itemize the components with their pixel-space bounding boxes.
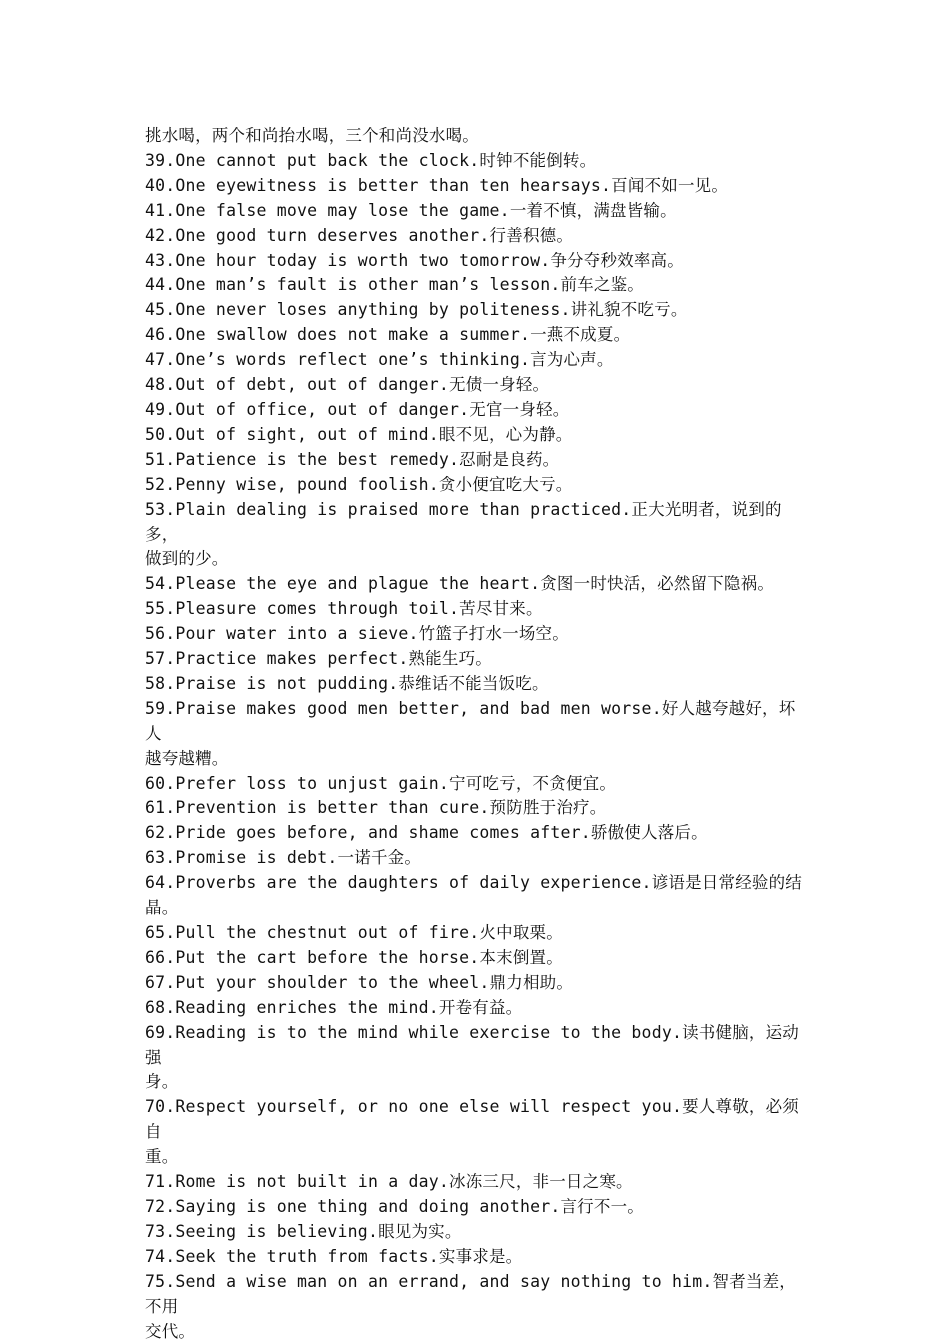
text-line: 重。 bbox=[145, 1147, 179, 1167]
text-line: 68.Reading enriches the mind.开卷有益。 bbox=[145, 997, 523, 1017]
text-line: 晶。 bbox=[145, 898, 179, 918]
text-line: 66.Put the cart before the horse.本末倒置。 bbox=[145, 947, 563, 967]
text-line: 64.Proverbs are the daughters of daily experience.谚语是日常经验的结 bbox=[145, 873, 802, 893]
text-line: 63.Promise is debt.一诺千金。 bbox=[145, 848, 422, 868]
text-line: 61.Prevention is better than cure.预防胜于治疗。 bbox=[145, 798, 607, 818]
text-line: 48.Out of debt, out of danger.无债一身轻。 bbox=[145, 375, 550, 395]
text-line: 70.Respect yourself, or no one else will respect you.要人尊敬，必须自 bbox=[145, 1097, 799, 1142]
text-line: 交代。 bbox=[145, 1321, 196, 1341]
text-line: 69.Reading is to the mind while exercise to the body.读书健脑，运动强 bbox=[145, 1022, 799, 1067]
text-line: 67.Put your shoulder to the wheel.鼎力相助。 bbox=[145, 972, 574, 992]
text-line: 72.Saying is one thing and doing another.言行不一。 bbox=[145, 1196, 644, 1216]
proverb-list bbox=[145, 124, 810, 1344]
text-line: 41.One false move may lose the game.一着不慎，满盘皆输。 bbox=[145, 200, 677, 220]
text-line: 59.Praise makes good men better, and bad men worse.好人越夸越好，坏人 bbox=[145, 698, 796, 743]
text-line: 40.One eyewitness is better than ten hearsays.百闻不如一见。 bbox=[145, 175, 729, 195]
text-line: 53.Plain dealing is praised more than practiced.正大光明者，说到的多， bbox=[145, 499, 782, 544]
text-line: 51.Patience is the best remedy.忍耐是良药。 bbox=[145, 449, 560, 469]
text-line: 越夸越糟。 bbox=[145, 748, 229, 768]
text-line: 58.Praise is not pudding.恭维话不能当饭吃。 bbox=[145, 673, 549, 693]
text-line: 49.Out of office, out of danger.无官一身轻。 bbox=[145, 399, 570, 419]
text-line: 45.One never loses anything by politeness.讲礼貌不吃亏。 bbox=[145, 300, 688, 320]
text-line: 74.Seek the truth from facts.实事求是。 bbox=[145, 1246, 523, 1266]
text-line: 47.One’s words reflect one’s thinking.言为心声。 bbox=[145, 350, 614, 370]
text-line: 46.One swallow does not make a summer.一燕不成夏。 bbox=[145, 325, 631, 345]
text-line: 42.One good turn deserves another.行善积德。 bbox=[145, 225, 574, 245]
text-line: 65.Pull the chestnut out of fire.火中取栗。 bbox=[145, 923, 563, 942]
text-line: 75.Send a wise man on an errand, and say nothing to him.智者当差，不用 bbox=[145, 1271, 796, 1316]
text-line: 50.Out of sight, out of mind.眼不见，心为静。 bbox=[145, 424, 573, 444]
text-line: 56.Pour water into a sieve.竹篮子打水一场空。 bbox=[145, 624, 569, 644]
text-line: 44.One man’s fault is other man’s lesson.前车之鉴。 bbox=[145, 275, 644, 295]
text-line: 54.Please the eye and plague the heart.贪图一时快活，必然留下隐祸。 bbox=[145, 574, 775, 594]
text-line: 挑水喝，两个和尚抬水喝，三个和尚没水喝。 bbox=[145, 126, 479, 145]
text-line: 55.Pleasure comes through toil.苦尽甘来。 bbox=[145, 599, 543, 619]
text-line: 身。 bbox=[145, 1072, 179, 1092]
text-line: 39.One cannot put back the clock.时钟不能倒转。 bbox=[145, 150, 597, 170]
text-line: 做到的少。 bbox=[145, 549, 229, 569]
text-line: 57.Practice makes perfect.熟能生巧。 bbox=[145, 649, 492, 669]
text-line: 60.Prefer loss to unjust gain.宁可吃亏，不贪便宜。 bbox=[145, 773, 617, 793]
text-line: 43.One hour today is worth two tomorrow.争分夺秒效率高。 bbox=[145, 250, 684, 270]
text-line: 52.Penny wise, pound foolish.贪小便宜吃大亏。 bbox=[145, 474, 573, 494]
text-line: 71.Rome is not built in a day.冰冻三尺，非一日之寒。 bbox=[145, 1172, 633, 1192]
text-line: 62.Pride goes before, and shame comes after.骄傲使人落后。 bbox=[145, 823, 708, 843]
text-line: 73.Seeing is believing.眼见为实。 bbox=[145, 1221, 462, 1241]
